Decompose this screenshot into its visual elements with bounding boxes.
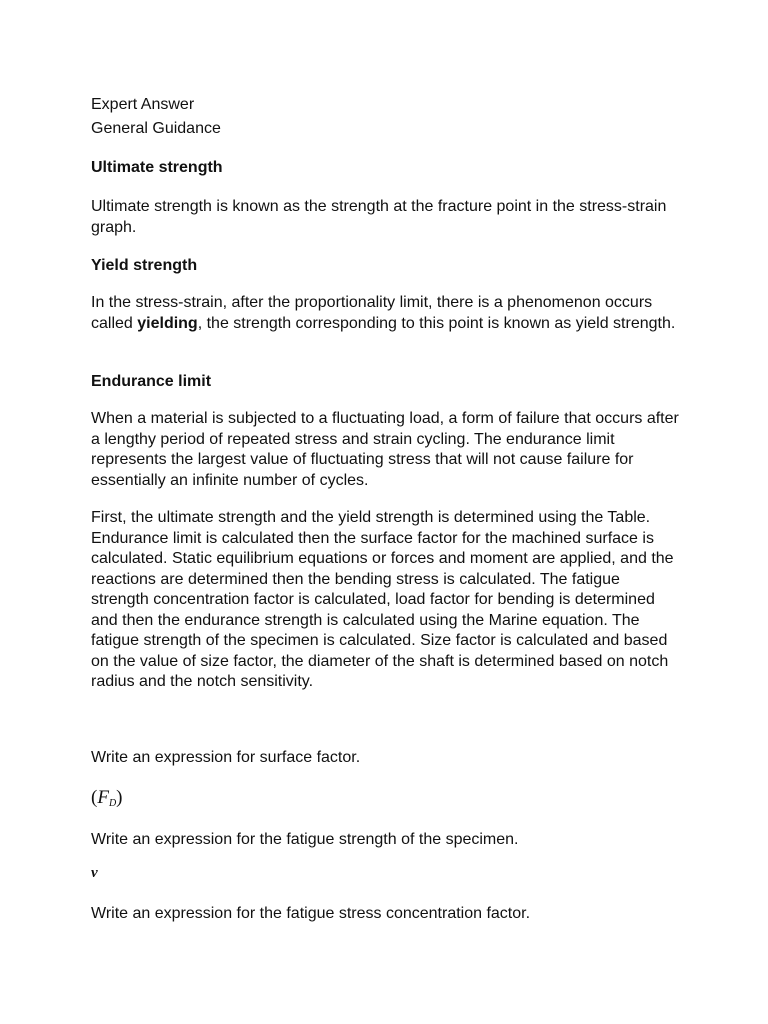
surface-factor-prompt: Write an expression for surface factor. [91, 749, 361, 766]
endurance-limit-text: When a material is subjected to a fluctuating load, a form of failure that occurs after a lengthy period of repeated stress and strain cycling. The endurance limit represents the largest value of fluctuating stress that will not cause failure for essentially an infinite number of cycles. [91, 410, 679, 489]
procedure-paragraph: First, the ultimate strength and the yield strength is determined using the Table. Endurance limit is calculated then the surface factor for the machined surface is calculated. Static equilibrium equations or forces and moment are applied, and the reactions are determined then the bending stress is calculated. The fatigue strength concentration factor is calculated, load factor for bending is determined and then the endurance strength is calculated using the Marine equation. The fatigue strength of the specimen is calculated. Size factor is calculated and based on the value of size factor, the diameter of the shaft is determined based on notch radius and the notch sensitivity. [91, 509, 674, 690]
ultimate-strength-text: Ultimate strength is known as the strength at the fracture point in the stress-strain graph. [91, 198, 667, 236]
expression-subscript: D [108, 798, 117, 809]
ultimate-strength-heading: Ultimate strength [91, 159, 223, 176]
fatigue-strength-symbol: v [91, 865, 98, 881]
expression-variable: F [97, 787, 109, 808]
expression-close-paren: ) [116, 787, 123, 808]
fatigue-stress-prompt: Write an expression for the fatigue stress concentration factor. [91, 905, 531, 922]
endurance-limit-heading: Endurance limit [91, 373, 212, 390]
surface-factor-expression [91, 787, 681, 815]
yield-text-before: In the stress-strain, after the proportionality limit, there is a phenomenon occurs called [91, 294, 653, 332]
yield-text-after: , the strength corresponding to this point is known as yield strength. [197, 314, 676, 332]
general-guidance-label: General Guidance [91, 120, 221, 137]
yield-strength-heading: Yield strength [91, 257, 198, 274]
expert-answer-label: Expert Answer [91, 96, 195, 113]
yielding-term: yielding [137, 314, 198, 332]
expression-open-paren: ( [91, 787, 98, 808]
yield-strength-text [91, 293, 681, 334]
fatigue-strength-prompt: Write an expression for the fatigue strength of the specimen. [91, 831, 519, 848]
